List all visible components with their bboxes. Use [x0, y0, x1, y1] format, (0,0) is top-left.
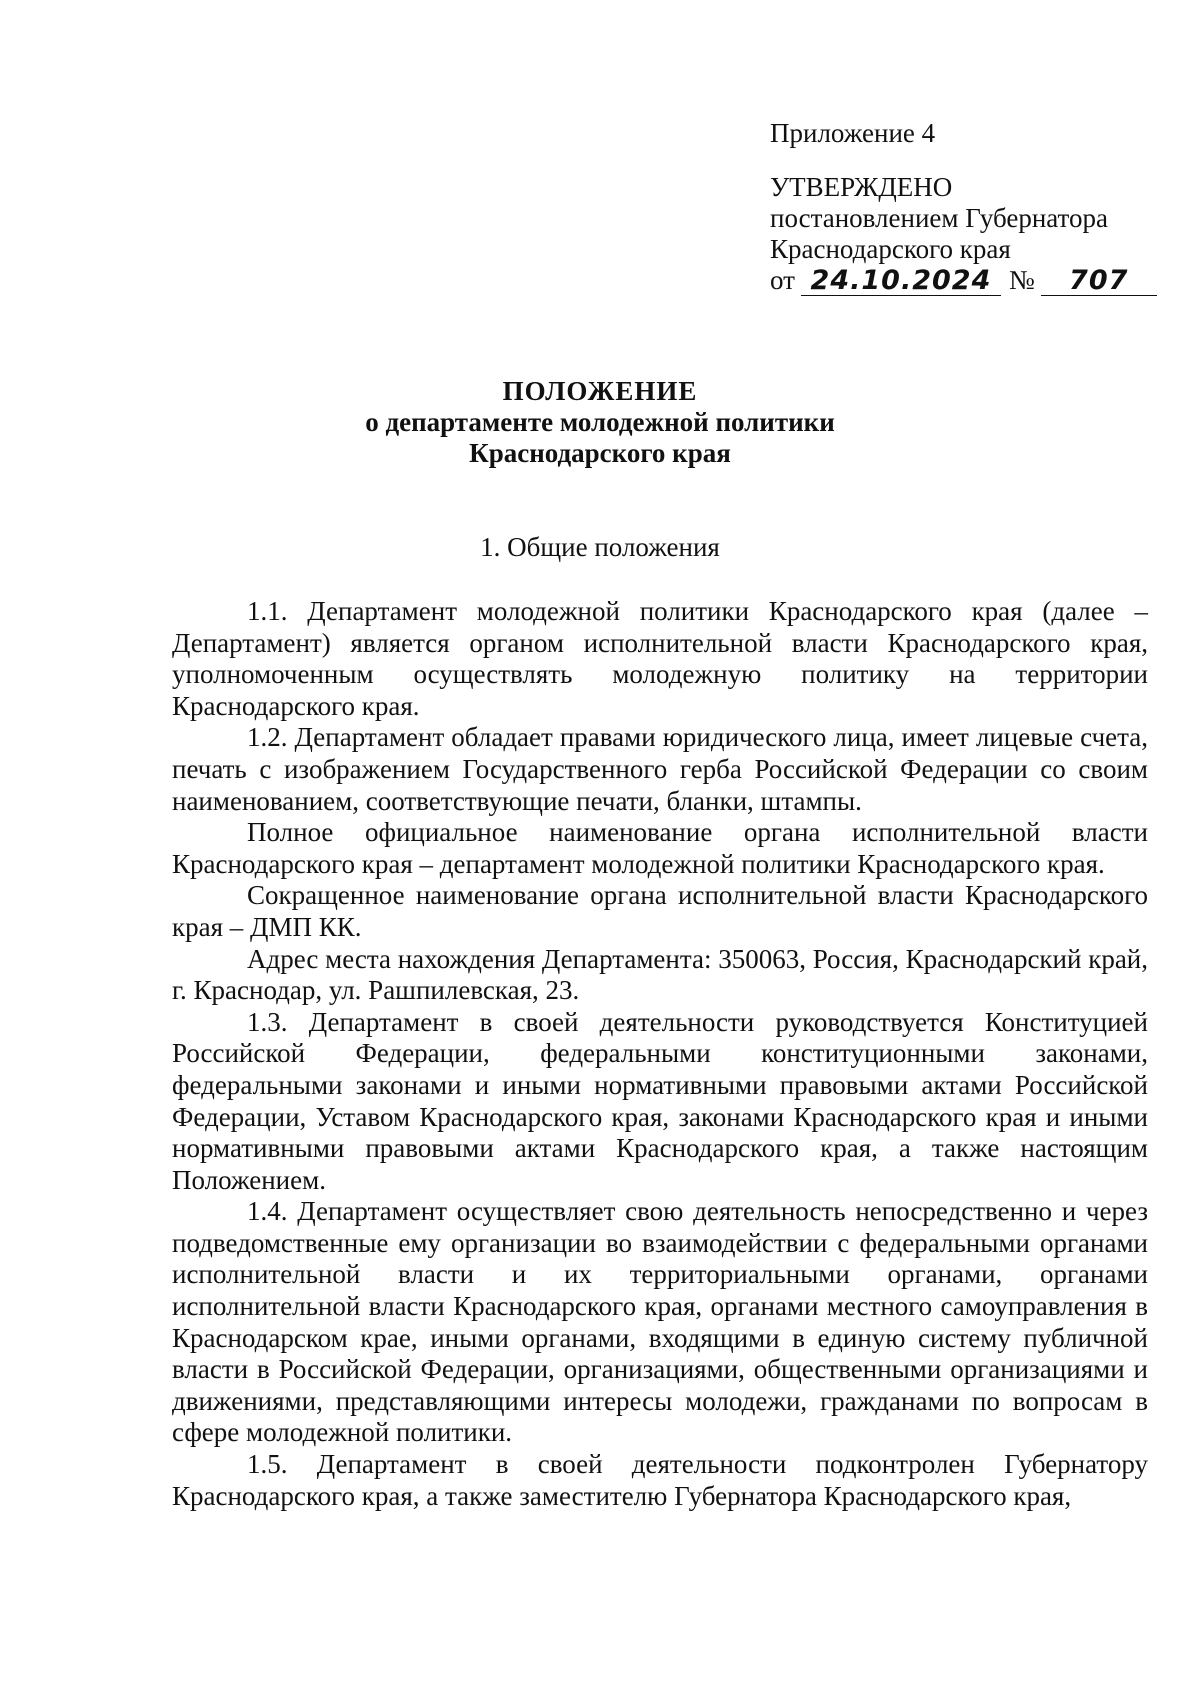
paragraph: 1.4. Департамент осуществляет свою деятельность непосредственно и через подведомственные ему организации во взаимодействии с федеральными органами исполнительной власти и их территориальными органами, органами исполнительной власти Краснодарского края, органами местного самоуправления в Краснодарском крае, иными органами, входящими в единую систему публичной власти в Российской Федерации, организациями, общественными организациями и движениями, представляющими интересы молодежи, гражданами по вопросам в сфере молодежной политики. — [172, 1196, 1148, 1448]
approval-stamp-block — [770, 118, 1157, 296]
document-body — [172, 596, 1148, 1512]
date-number-line — [770, 265, 1157, 296]
title-line-2: о департаменте молодежной политики — [365, 407, 835, 437]
approved-label: УТВЕРЖДЕНО — [770, 172, 953, 202]
from-label: от — [770, 265, 795, 295]
document-title — [0, 376, 1200, 469]
title-line-1: ПОЛОЖЕНИЕ — [502, 376, 698, 406]
handwritten-date: 24.10.2024 — [801, 267, 1001, 296]
paragraph: Адрес места нахождения Департамента: 350063, Россия, Краснодарский край, г. Краснодар, ул. Рашпилевская, 23. — [172, 943, 1148, 1006]
title-line-3: Краснодарского края — [469, 438, 731, 468]
paragraph: 1.5. Департамент в своей деятельности подконтролен Губернатору Краснодарского края, а также заместителю Губернатора Краснодарского края, — [172, 1449, 1148, 1511]
paragraph: Полное официальное наименование органа исполнительной власти Краснодарского края – департамент молодежной политики Краснодарского края. — [172, 817, 1148, 879]
paragraph: 1.2. Департамент обладает правами юридического лица, имеет лицевые счета, печать с изображением Государственного герба Российской Федерации со своим наименованием, соответствующие печати, бланки, штампы. — [172, 722, 1148, 816]
handwritten-number: 707 — [1041, 267, 1157, 296]
appendix-label: Приложение 4 — [770, 118, 936, 148]
number-sign: № — [1008, 265, 1035, 295]
paragraph: 1.3. Департамент в своей деятельности руководствуется Конституцией Российской Федерации, федеральными конституционными законами, федеральными законами и иными нормативными правовыми актами Российской Федерации, Уставом Краснодарского края, законами Краснодарского края и иными нормативными правовыми актами Краснодарского края, а также настоящим Положением. — [172, 1006, 1148, 1195]
paragraph: 1.1. Департамент молодежной политики Краснодарского края (далее – Департамент) является органом исполнительной власти Краснодарского края, уполномоченным осуществлять молодежную политику на территории Краснодарского края. — [172, 596, 1148, 721]
paragraph: Сокращенное наименование органа исполнительной власти Краснодарского края – ДМП КК. — [172, 880, 1148, 942]
approved-by-line2: Краснодарского края — [770, 234, 1011, 264]
approved-by-line1: постановлением Губернатора — [770, 203, 1108, 233]
section-heading: 1. Общие положения — [480, 532, 720, 562]
